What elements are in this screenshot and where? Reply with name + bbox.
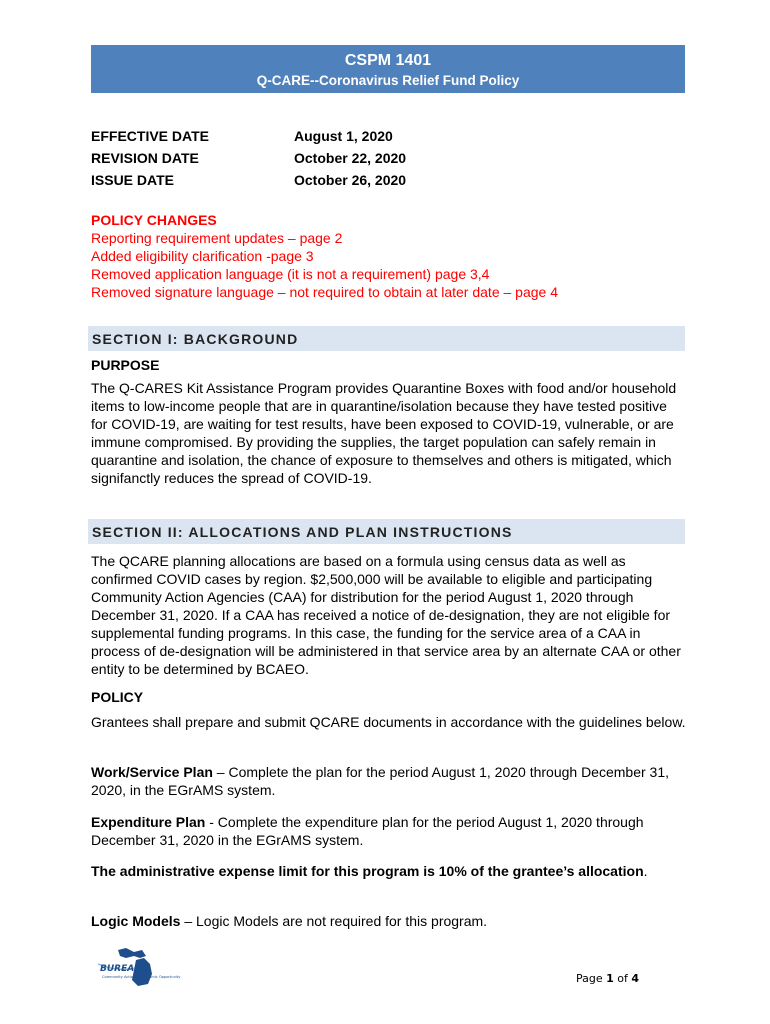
- work-plan-label: Work/Service Plan: [91, 764, 213, 780]
- expenditure-plan-label: Expenditure Plan: [91, 814, 206, 830]
- bureau-logo: [96, 944, 181, 988]
- page-current: 1: [606, 972, 614, 985]
- work-plan-text: – Complete the plan for the period August 1, 2020 through December 31, 2020, in the EGrAMS system.: [91, 764, 669, 798]
- policy-title: POLICY: [91, 689, 144, 705]
- policy-changes-title: POLICY CHANGES: [91, 212, 217, 228]
- page-number: [576, 972, 639, 985]
- date-label: EFFECTIVE DATE: [91, 128, 209, 144]
- expenditure-plan-paragraph: [91, 813, 687, 849]
- policy-change-item: Added eligibility clarification -page 3: [91, 248, 314, 264]
- section-2-heading-bar: [88, 519, 685, 544]
- purpose-text: The Q-CARES Kit Assistance Program provides Quarantine Boxes with food and/or household items to low-income people that are in quarantine/isolation because they have tested positive for COVID-19, are waiting for test results, have been exposed to COVID-19, vulnerable, or are immune compromised. By providing the supplies, the target population can safely remain in quarantine and isolation, the chance of exposure to themselves and others is mitigated, which signifanctly reduces the spread of COVID-19.: [91, 380, 677, 486]
- page-of: of: [613, 972, 632, 985]
- document-title: CSPM 1401: [344, 52, 432, 69]
- section-1-heading-bar: [88, 326, 685, 351]
- date-row: [91, 150, 491, 172]
- date-row: [91, 128, 491, 150]
- policy-change-item: Removed signature language – not required to obtain at later date – page 4: [91, 284, 558, 300]
- logic-models-label: Logic Models: [91, 913, 181, 929]
- date-label: REVISION DATE: [91, 150, 199, 166]
- purpose-title: PURPOSE: [91, 357, 160, 373]
- policy-changes: [91, 211, 558, 301]
- policy-change-item: Reporting requirement updates – page 2: [91, 230, 343, 246]
- policy-text: Grantees shall prepare and submit QCARE documents in accordance with the guidelines below.: [91, 714, 686, 730]
- logic-models-text: – Logic Models are not required for this program.: [180, 913, 488, 929]
- date-row: [91, 172, 491, 194]
- date-value: August 1, 2020: [294, 128, 393, 144]
- logo-subtext: Community Action & Economic Opportunity: [102, 975, 181, 979]
- dates-block: [91, 128, 491, 194]
- policy-change-item: Removed application language (it is not a requirement) page 3,4: [91, 266, 490, 282]
- date-value: October 22, 2020: [294, 150, 407, 166]
- expenditure-plan-text: - Complete the expenditure plan for the period August 1, 2020 through December 31, 2020 in the EGrAMS system.: [91, 814, 644, 848]
- michigan-map-icon: [96, 944, 181, 988]
- date-value: October 26, 2020: [294, 172, 407, 188]
- work-plan-paragraph: [91, 763, 687, 799]
- admin-limit-text: The administrative expense limit for this program is 10% of the grantee’s allocation: [91, 863, 644, 879]
- page-total: 4: [631, 972, 640, 985]
- section-1-heading: SECTION I: BACKGROUND: [92, 331, 299, 347]
- allocations-text: The QCARE planning allocations are based on a formula using census data as well as confirmed COVID cases by region. $2,500,000 will be available to eligible and participating Community Action Agencies (CAA) for distribution for the period August 1, 2020 through December 31, 2020. If a CAA has received a notice of de-designation, they are not eligible for supplemental funding programs. In this case, the funding for the service area of a CAA in process of de-designation will be administered in that service area by an alternate CAA or other entity to be determined by BCAEO.: [91, 553, 681, 677]
- document-subtitle: Q-CARE--Coronavirus Relief Fund Policy: [256, 73, 520, 88]
- logo-text: BUREAU: [100, 964, 142, 974]
- date-label: ISSUE DATE: [91, 172, 174, 188]
- section-2-heading: SECTION II: ALLOCATIONS AND PLAN INSTRUCTIONS: [92, 524, 513, 540]
- logic-models-paragraph: [91, 912, 687, 930]
- admin-limit-period: .: [643, 863, 648, 879]
- page-word: Page: [576, 972, 607, 985]
- document-header: [91, 45, 685, 93]
- admin-limit-paragraph: [91, 862, 687, 880]
